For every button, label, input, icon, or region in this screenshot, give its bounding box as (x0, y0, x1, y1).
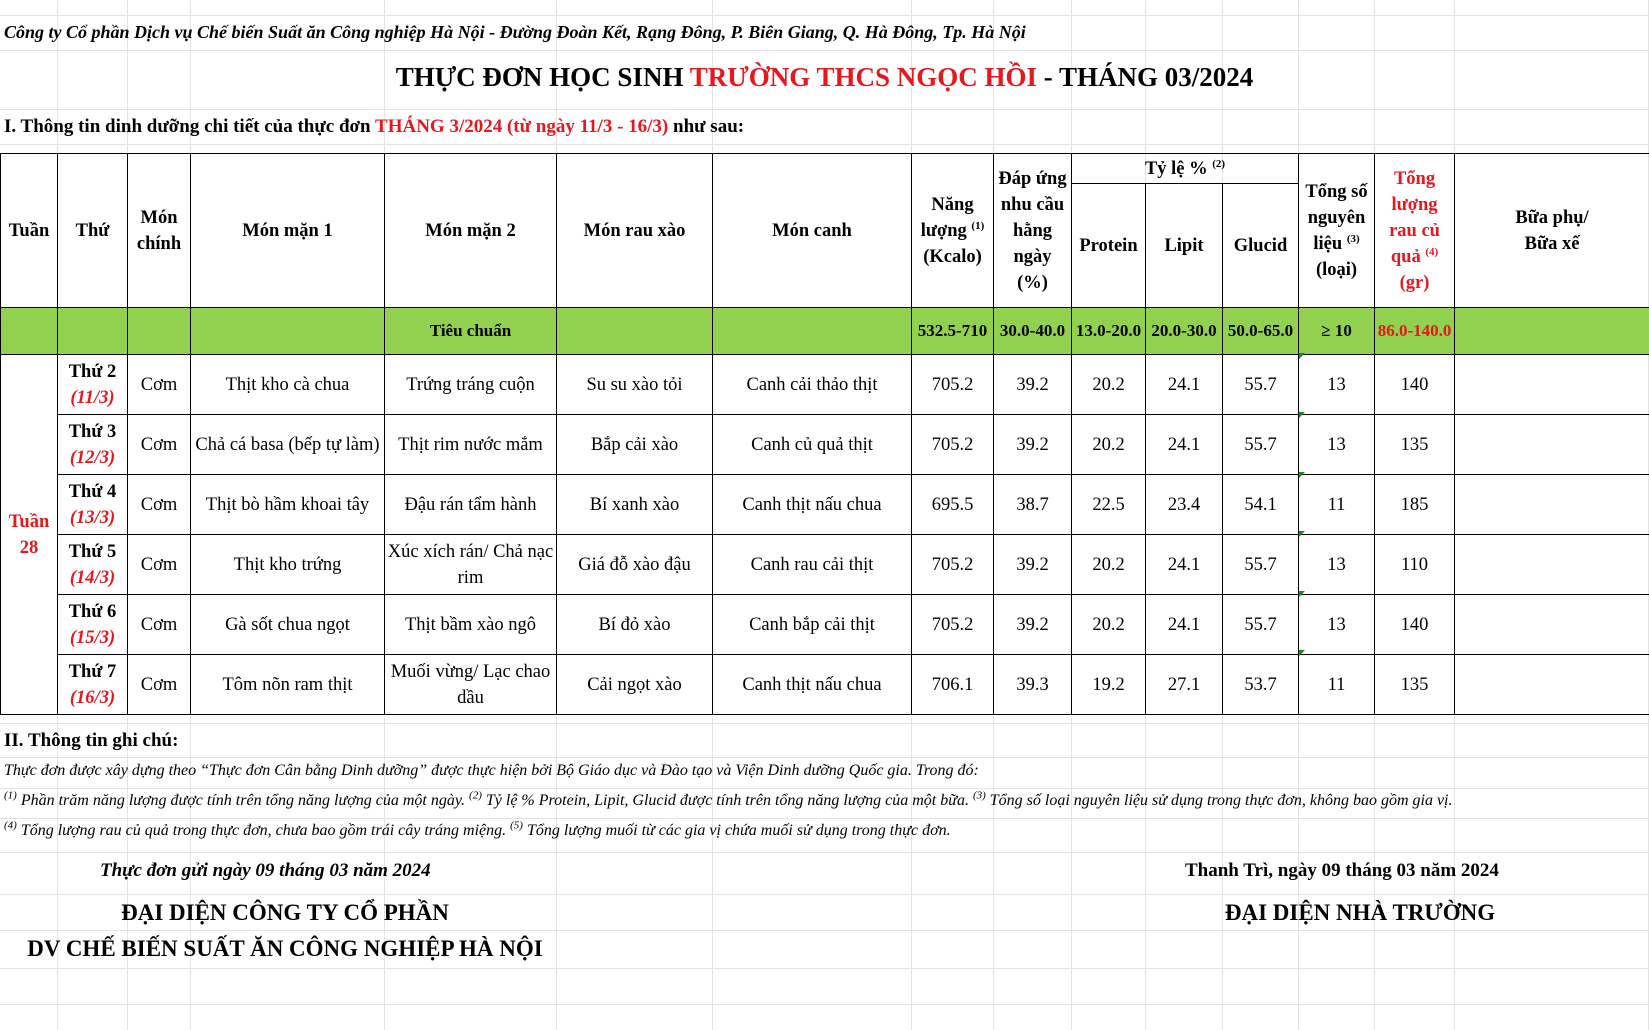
day-name: Thứ 7 (68, 661, 117, 682)
snack (1455, 475, 1649, 535)
vegetable-total-label: Tổng lượng rau củ quả (1389, 168, 1440, 267)
standard-daily-need: 30.0-40.0 (994, 308, 1072, 355)
comment-marker (1299, 531, 1305, 537)
glucid: 55.7 (1223, 595, 1299, 655)
day-cell (58, 355, 128, 415)
note-intro: Thực đơn được xây dựng theo “Thực đơn Cân bằng Dinh dưỡng” được thực hiện bởi Bộ Giáo dục và Đào tạo và Viện Dinh dưỡng Quốc gia. Trong đó: (4, 762, 979, 779)
week-cell (1, 355, 58, 715)
lipit: 27.1 (1146, 655, 1223, 715)
grid-line (0, 757, 1649, 758)
energy: 705.2 (912, 415, 994, 475)
note-line-1 (4, 789, 1453, 810)
main-dish: Cơm (128, 355, 191, 415)
company-address: Công ty Cổ phần Dịch vụ Chế biến Suất ăn Công nghiệp Hà Nội - Đường Đoàn Kết, Rạng Đông, P. Biên Giang, Q. Hà Đông, Tp. Hà Nội (4, 22, 1026, 42)
ingredient-count-label: Tổng số nguyên liệu (1305, 181, 1368, 254)
day-date: (13/3) (69, 507, 116, 528)
snack (1455, 535, 1649, 595)
section-1-suffix: như sau: (668, 116, 745, 137)
day-cell (58, 475, 128, 535)
section-2-heading: II. Thông tin ghi chú: (4, 730, 179, 751)
snack-label-2: Bữa xế (1524, 233, 1580, 254)
grid-line (0, 852, 1649, 853)
grid-line (0, 1004, 1649, 1005)
main-dish: Cơm (128, 475, 191, 535)
standard-empty (713, 308, 912, 355)
savory-2: Trứng tráng cuộn (385, 355, 557, 415)
lipit: 24.1 (1146, 415, 1223, 475)
snack (1455, 655, 1649, 715)
soup: Canh củ quả thịt (713, 415, 912, 475)
col-header-ratio (1072, 154, 1299, 184)
section-1-highlight: THÁNG 3/2024 (từ ngày 11/3 - 16/3) (375, 116, 669, 137)
note-5: Tổng lượng muối từ các gia vị chứa muối sử dụng trong thực đơn. (522, 822, 951, 839)
standard-empty (128, 308, 191, 355)
grid-line (0, 968, 1649, 969)
note-1: Phần trăm năng lượng được tính trên tổng năng lượng của một ngày. (16, 792, 470, 809)
day-name: Thứ 2 (68, 361, 117, 382)
standard-ingredient-count: ≥ 10 (1299, 308, 1375, 355)
title-prefix: THỰC ĐƠN HỌC SINH (395, 62, 690, 92)
energy-unit: (Kcalo) (923, 246, 982, 267)
school-representative: ĐẠI DIỆN NHÀ TRƯỜNG (1224, 900, 1496, 925)
grid-line (0, 723, 1649, 724)
col-header-energy (912, 154, 994, 308)
note-sup-2: (2) (469, 789, 482, 802)
soup: Canh cải thảo thịt (713, 355, 912, 415)
protein: 22.5 (1072, 475, 1146, 535)
lipit: 24.1 (1146, 535, 1223, 595)
snack-label-1: Bữa phụ/ (1515, 207, 1589, 228)
vegetable-total: 135 (1375, 655, 1455, 715)
energy-footnote: (1) (971, 219, 985, 232)
col-header-stir-fry: Món rau xào (557, 154, 713, 308)
daily-need: 39.2 (994, 595, 1072, 655)
note-4: Tổng lượng rau củ quả trong thực đơn, chưa bao gồm trái cây tráng miệng. (16, 822, 511, 839)
col-header-week: Tuần (1, 154, 58, 308)
sent-date: Thực đơn gửi ngày 09 tháng 03 năm 2024 (100, 860, 431, 881)
standard-protein: 13.0-20.0 (1072, 308, 1146, 355)
day-cell (58, 415, 128, 475)
day-date: (14/3) (69, 567, 116, 588)
vegetable-total: 140 (1375, 355, 1455, 415)
savory-2: Muối vừng/ Lạc chao dầu (385, 655, 557, 715)
company-representative-line-2: DV CHẾ BIẾN SUẤT ĂN CÔNG NGHIỆP HÀ NỘI (27, 936, 543, 961)
soup: Canh rau cải thịt (713, 535, 912, 595)
note-2: Tỷ lệ % Protein, Lipit, Glucid được tính trên tổng năng lượng của một bữa. (481, 792, 973, 809)
savory-2: Đậu rán tẩm hành (385, 475, 557, 535)
table-row (1, 415, 1649, 475)
protein: 20.2 (1072, 355, 1146, 415)
protein: 20.2 (1072, 595, 1146, 655)
col-header-soup: Món canh (713, 154, 912, 308)
glucid: 55.7 (1223, 415, 1299, 475)
main-dish: Cơm (128, 535, 191, 595)
grid-line (0, 15, 1649, 16)
standard-empty (1, 308, 58, 355)
savory-1: Chả cá basa (bếp tự làm) (191, 415, 385, 475)
col-header-main-dish: Món chính (128, 154, 191, 308)
vegetable-total-unit: (gr) (1399, 272, 1430, 293)
snack (1455, 595, 1649, 655)
table-row (1, 535, 1649, 595)
savory-1: Gà sốt chua ngọt (191, 595, 385, 655)
day-name: Thứ 5 (68, 541, 117, 562)
col-header-protein: Protein (1072, 184, 1146, 308)
page-title (0, 62, 1649, 93)
standard-empty (58, 308, 128, 355)
comment-marker (1299, 412, 1305, 418)
section-1-prefix: I. Thông tin dinh dưỡng chi tiết của thực đơn (4, 116, 376, 137)
day-date: (11/3) (70, 387, 115, 408)
lipit: 24.1 (1146, 595, 1223, 655)
note-sup-5: (5) (510, 819, 523, 832)
day-date: (15/3) (69, 627, 116, 648)
comment-marker (1299, 472, 1305, 478)
daily-need: 38.7 (994, 475, 1072, 535)
glucid: 54.1 (1223, 475, 1299, 535)
energy-label: Năng lượng (920, 194, 974, 241)
stir-fry: Bắp cải xào (557, 415, 713, 475)
table-row (1, 475, 1649, 535)
title-suffix: - THÁNG 03/2024 (1037, 62, 1254, 92)
ingredient-count: 13 (1299, 595, 1375, 655)
energy: 705.2 (912, 595, 994, 655)
standard-row (1, 308, 1649, 355)
savory-1: Tôm nõn ram thịt (191, 655, 385, 715)
table-row (1, 595, 1649, 655)
ingredient-count-footnote: (3) (1346, 232, 1360, 245)
energy: 705.2 (912, 535, 994, 595)
day-name: Thứ 6 (68, 601, 117, 622)
note-sup-1: (1) (4, 789, 17, 802)
col-header-glucid: Glucid (1223, 184, 1299, 308)
day-name: Thứ 3 (68, 421, 117, 442)
col-header-vegetable-total (1375, 154, 1455, 308)
ingredient-count: 11 (1299, 475, 1375, 535)
vegetable-total: 140 (1375, 595, 1455, 655)
note-sup-4: (4) (4, 819, 17, 832)
main-dish: Cơm (128, 655, 191, 715)
day-date: (16/3) (69, 687, 116, 708)
protein: 20.2 (1072, 415, 1146, 475)
lipit: 23.4 (1146, 475, 1223, 535)
daily-need: 39.2 (994, 535, 1072, 595)
main-dish: Cơm (128, 415, 191, 475)
soup: Canh bắp cải thịt (713, 595, 912, 655)
savory-2: Thịt bầm xào ngô (385, 595, 557, 655)
nutrition-table (0, 153, 1649, 715)
note-sup-3: (3) (972, 789, 986, 802)
ingredient-count: 13 (1299, 415, 1375, 475)
ingredient-count: 11 (1299, 655, 1375, 715)
place-date: Thanh Trì, ngày 09 tháng 03 năm 2024 (1185, 860, 1499, 881)
daily-need: 39.2 (994, 355, 1072, 415)
col-header-savory-1: Món mặn 1 (191, 154, 385, 308)
ingredient-count: 13 (1299, 355, 1375, 415)
grid-line (0, 109, 1649, 110)
grid-line (0, 788, 1649, 789)
soup: Canh thịt nấu chua (713, 655, 912, 715)
savory-1: Thịt kho cà chua (191, 355, 385, 415)
stir-fry: Su su xào tỏi (557, 355, 713, 415)
grid-line (0, 818, 1649, 819)
standard-empty (557, 308, 713, 355)
snack (1455, 415, 1649, 475)
col-header-snack (1455, 154, 1649, 308)
energy: 695.5 (912, 475, 994, 535)
ingredient-count: 13 (1299, 535, 1375, 595)
col-header-day: Thứ (58, 154, 128, 308)
standard-lipit: 20.0-30.0 (1146, 308, 1223, 355)
glucid: 55.7 (1223, 535, 1299, 595)
comment-marker (1299, 591, 1305, 597)
vegetable-total: 135 (1375, 415, 1455, 475)
vegetable-total: 110 (1375, 535, 1455, 595)
daily-need: 39.2 (994, 415, 1072, 475)
energy: 705.2 (912, 355, 994, 415)
stir-fry: Cải ngọt xào (557, 655, 713, 715)
ratio-footnote: (2) (1212, 157, 1226, 170)
glucid: 53.7 (1223, 655, 1299, 715)
col-header-lipit: Lipit (1146, 184, 1223, 308)
col-header-daily-need: Đáp ứng nhu cầu hằng ngày (%) (994, 154, 1072, 308)
energy: 706.1 (912, 655, 994, 715)
day-name: Thứ 4 (68, 481, 117, 502)
lipit: 24.1 (1146, 355, 1223, 415)
ingredient-count-unit: (loại) (1315, 259, 1358, 280)
stir-fry: Bí xanh xào (557, 475, 713, 535)
savory-2: Xúc xích rán/ Chả nạc rim (385, 535, 557, 595)
grid-line (0, 894, 1649, 895)
savory-2: Thịt rim nước mắm (385, 415, 557, 475)
daily-need: 39.3 (994, 655, 1072, 715)
comment-marker (1299, 353, 1305, 359)
standard-vegetable-total: 86.0-140.0 (1375, 308, 1455, 355)
grid-line (0, 930, 1649, 931)
vegetable-total: 185 (1375, 475, 1455, 535)
protein: 20.2 (1072, 535, 1146, 595)
grid-line (0, 50, 1649, 51)
day-date: (12/3) (69, 447, 116, 468)
day-cell (58, 595, 128, 655)
standard-empty (1455, 308, 1649, 355)
week-number: 28 (19, 537, 39, 558)
vegetable-total-footnote: (4) (1425, 245, 1439, 258)
title-school: TRƯỜNG THCS NGỌC HỒI (689, 62, 1038, 92)
week-label: Tuần (8, 511, 50, 532)
standard-empty (191, 308, 385, 355)
standard-glucid: 50.0-65.0 (1223, 308, 1299, 355)
note-line-2 (4, 819, 951, 840)
stir-fry: Giá đỗ xào đậu (557, 535, 713, 595)
savory-1: Thịt bò hầm khoai tây (191, 475, 385, 535)
standard-energy: 532.5-710 (912, 308, 994, 355)
savory-1: Thịt kho trứng (191, 535, 385, 595)
soup: Canh thịt nấu chua (713, 475, 912, 535)
table-row (1, 355, 1649, 415)
snack (1455, 355, 1649, 415)
day-cell (58, 655, 128, 715)
col-header-savory-2: Món mặn 2 (385, 154, 557, 308)
protein: 19.2 (1072, 655, 1146, 715)
note-3: Tổng số loại nguyên liệu sử dụng trong thực đơn, không bao gồm gia vị. (985, 792, 1453, 809)
stir-fry: Bí đỏ xào (557, 595, 713, 655)
col-header-ingredient-count (1299, 154, 1375, 308)
glucid: 55.7 (1223, 355, 1299, 415)
ratio-label: Tỷ lệ % (1144, 158, 1208, 179)
main-dish: Cơm (128, 595, 191, 655)
company-representative-line-1: ĐẠI DIỆN CÔNG TY CỔ PHẦN (121, 900, 449, 925)
day-cell (58, 535, 128, 595)
grid-line (0, 144, 1649, 145)
standard-label: Tiêu chuẩn (385, 308, 557, 355)
section-1-heading (4, 116, 744, 138)
comment-marker (1299, 650, 1305, 656)
table-row (1, 655, 1649, 715)
